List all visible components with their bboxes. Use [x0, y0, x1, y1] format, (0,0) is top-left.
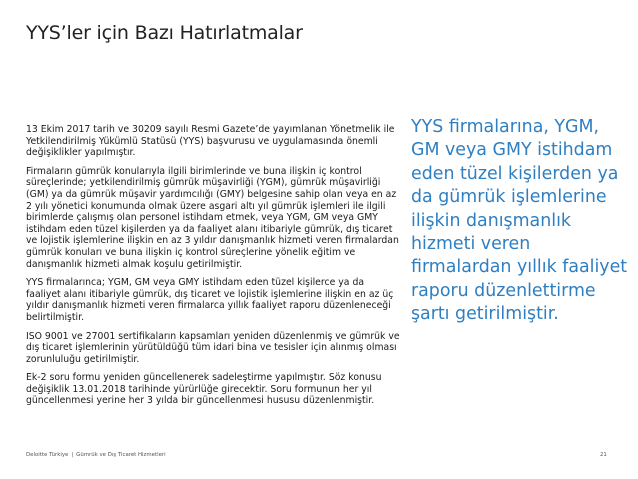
page-number: 21	[600, 452, 607, 458]
paragraph-iso-certificates: ISO 9001 ve 27001 sertifikaların kapsamları yeniden düzenlenmiş ve gümrük ve dış ticaret işlemlerinin yürütüldüğü tüm idari bina ve tesisler için alınmış olması zorunluluğu getirilmiştir.	[26, 330, 400, 365]
paragraph-question-form: Ek-2 soru formu yeniden güncellenerek sadeleştirme yapılmıştır. Söz konusu değişiklik 13.01.2018 tarihinde yürürlüğe girecektir. Soru formunun her yıl güncellenmesi yerine her 3 yılda bir güncellenmesi hususu düzenlenmiştir.	[26, 372, 382, 407]
body-text	[26, 124, 400, 414]
paragraph-personnel-requirement: Firmaların gümrük konularıyla ilgili birimlerinde ve buna ilişkin iç kontrol süreçlerinde; yetkilendirilmiş gümrük müşavirliği (YGM), gümrük müşavirliği (GM) ya da gümrük müşavir yardımcılığı (GMY) belgesine sahip olan veya en az 2 yılı yönetici konumunda olmak üzere asgari altı yıl gümrük işlemleri ile ilgili birimlerde çalışmış olan personel istihdam etmek, veya YGM, GM veya GMY istihdam eden tüzel kişilerden ya da faaliyet alanı itibariyle gümrük, dış ticaret ve lojistik işlemlerine ilişkin en az 3 yıldır danışmanlık hizmeti veren firmalardan gümrük konuları ve buna ilişkin iç kontrol süreçlerine yönelik eğitim ve danışmanlık hizmeti almak koşulu getirilmiştir.	[26, 165, 399, 270]
footer-separator: |	[71, 452, 74, 458]
paragraph-regulation: 13 Ekim 2017 tarih ve 30209 sayılı Resmi Gazete’de yayımlanan Yönetmelik ile Yetkilendirilmiş Yükümlü Statüsü (YYS) başvurusu ve uygulamasında önemli değişiklikler yapılmıştır.	[26, 124, 395, 159]
slide-title: YYS’ler için Bazı Hatırlatmalar	[26, 22, 303, 44]
footer	[26, 452, 166, 458]
paragraph-annual-report: YYS firmalarınca; YGM, GM veya GMY istihdam eden tüzel kişilerce ya da faaliyet alanı itibariyle gümrük, dış ticaret ve lojistik işlemlerine ilişkin en az üç yıldır danışmanlık hizmeti veren firmalarca yıllık faaliyet raporu düzenleneceği belirtilmiştir.	[26, 277, 394, 323]
footer-company: Deloitte Türkiye	[26, 452, 69, 458]
footer-department: Gümrük ve Dış Ticaret Hizmetleri	[76, 452, 166, 458]
highlight-callout: YYS firmalarına, YGM, GM veya GMY istihdam eden tüzel kişilerden ya da gümrük işlemlerine ilişkin danışmanlık hizmeti veren firmalardan yıllık faaliyet raporu düzenlettirme şartı getirilmiştir.	[411, 117, 628, 325]
